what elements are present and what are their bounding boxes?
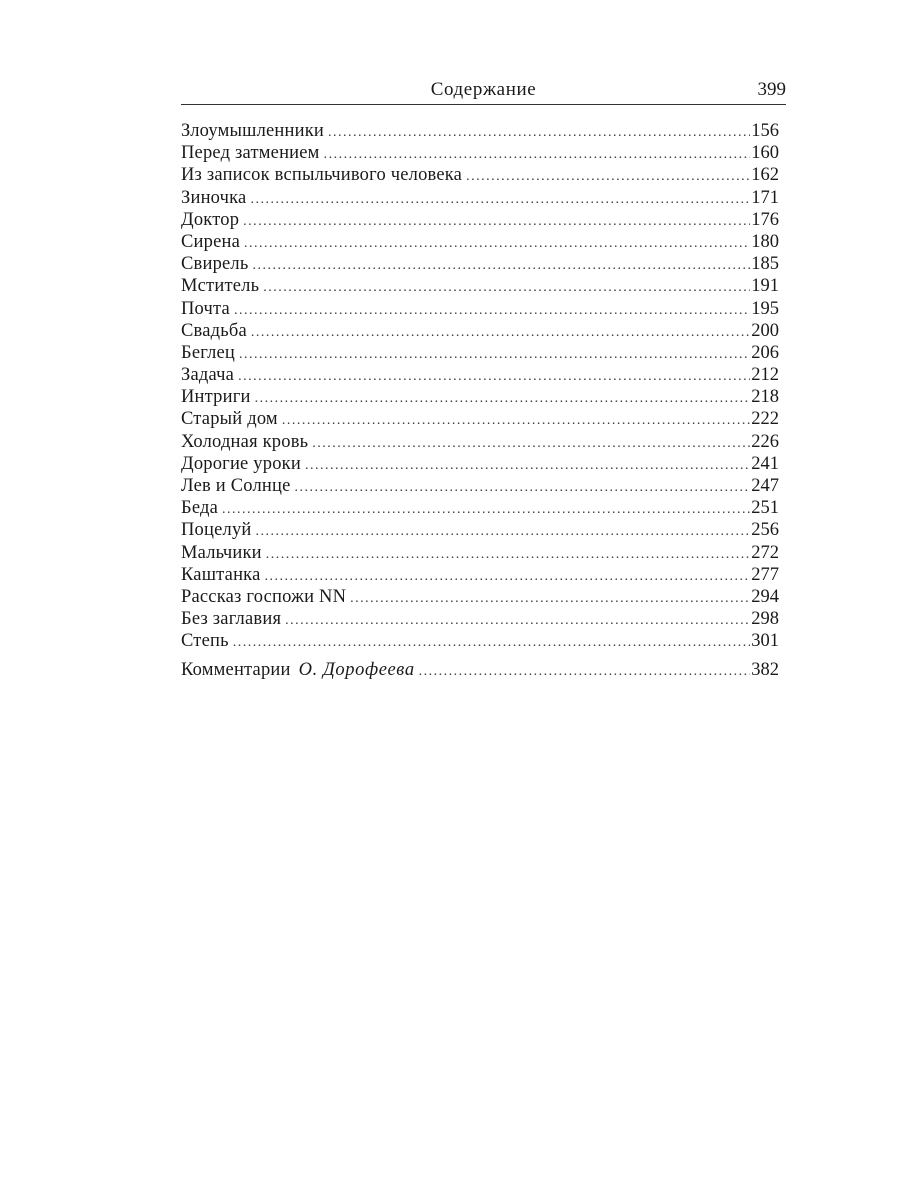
toc-entry-page: 180 [751, 231, 779, 252]
toc-entry-title: Дорогие уроки [181, 453, 301, 474]
dot-leader [234, 300, 750, 322]
toc-entry-title: Степь [181, 631, 229, 652]
toc-entry [181, 275, 779, 297]
toc-entry-page: 156 [751, 121, 779, 141]
dot-leader [328, 122, 750, 144]
toc-entry [181, 253, 779, 275]
toc-entry-page: 272 [751, 542, 779, 563]
toc-entry-page: 218 [751, 387, 779, 408]
dot-leader [255, 388, 751, 410]
dot-leader [312, 433, 750, 455]
toc-entry-page: 206 [751, 342, 779, 363]
dot-leader [251, 322, 750, 344]
dot-leader [243, 211, 750, 233]
toc-entry-title: Беда [181, 498, 219, 519]
toc-entry [181, 320, 779, 342]
toc-entry [181, 231, 779, 253]
dot-leader [263, 277, 750, 299]
toc-entry [181, 386, 779, 408]
dot-leader [350, 588, 750, 610]
dot-leader [239, 344, 750, 366]
dot-leader [253, 255, 751, 277]
toc-entry-page: 301 [751, 631, 779, 652]
toc-entry [181, 475, 779, 497]
toc-entry-title: Каштанка [181, 564, 261, 585]
toc-entry [181, 542, 779, 564]
toc-entry-title: Старый дом [181, 409, 278, 430]
toc-entry [181, 342, 779, 364]
toc-entry [181, 298, 779, 320]
toc-entry-page: 185 [751, 254, 779, 275]
toc-entry-page: 256 [751, 520, 779, 541]
toc-entry-page: 247 [751, 476, 779, 496]
dot-leader [282, 410, 750, 432]
dot-leader [285, 610, 750, 632]
toc-entry-page: 241 [751, 453, 779, 474]
toc-entry [181, 120, 779, 142]
dot-leader [244, 233, 750, 255]
toc-entry-title: Почта [181, 298, 230, 319]
toc-entry-title: Из записок вспыльчивого человека [181, 165, 463, 186]
dot-leader [250, 189, 750, 211]
toc-entry-title: Доктор [181, 209, 240, 230]
toc-entry-title: Лев и Солнце [181, 476, 291, 496]
toc-entry [181, 453, 779, 475]
dot-leader [265, 566, 751, 588]
toc-entry [181, 164, 779, 186]
toc-entry [181, 209, 779, 231]
toc-entry-title: Сирена [181, 231, 241, 252]
toc-entry [181, 431, 779, 453]
toc-entry-title: Поцелуй [181, 520, 252, 541]
toc-entry-page: 226 [751, 431, 779, 452]
toc-entry-title: Злоумышленники [181, 121, 325, 141]
toc-entry-page: 277 [751, 564, 779, 585]
dot-leader [256, 521, 751, 543]
toc-entry-title [181, 659, 415, 681]
toc-entry [181, 586, 779, 608]
comments-author: О. Дорофеева [298, 659, 415, 680]
toc-entry-page: 160 [751, 143, 779, 164]
dot-leader [419, 661, 751, 683]
toc-entry [181, 564, 779, 586]
toc-entry-page: 200 [751, 320, 779, 341]
toc-entry [181, 364, 779, 386]
dot-leader [324, 144, 751, 166]
toc-entry-title: Мальчики [181, 542, 262, 563]
dot-leader [466, 166, 750, 188]
dot-leader [266, 544, 750, 566]
toc-entry-page: 212 [751, 365, 779, 386]
toc-entry-title: Холодная кровь [181, 431, 309, 452]
toc-entry-title: Свадьба [181, 320, 247, 341]
dot-leader [295, 477, 751, 499]
toc-entry-page: 298 [751, 609, 779, 630]
comments-label: Комментарии [181, 659, 291, 680]
toc-entry-page: 294 [751, 586, 779, 607]
toc-entry [181, 408, 779, 430]
dot-leader [233, 632, 751, 654]
toc-entry-title: Перед затмением [181, 143, 320, 164]
table-of-contents [181, 120, 779, 681]
toc-entry-title: Зиночка [181, 187, 247, 208]
toc-entry-title: Интриги [181, 387, 251, 408]
toc-entry-page: 382 [751, 659, 779, 680]
toc-entry [181, 519, 779, 541]
page-number: 399 [757, 79, 786, 100]
toc-entry-page: 222 [751, 409, 779, 430]
toc-entry [181, 142, 779, 164]
toc-entry [181, 187, 779, 209]
toc-entry-title: Без заглавия [181, 609, 282, 630]
toc-entry-page: 162 [751, 165, 779, 186]
toc-entry-page: 171 [751, 187, 779, 208]
dot-leader [305, 455, 750, 477]
toc-entry-title: Мститель [181, 276, 260, 297]
dot-leader [238, 366, 750, 388]
toc-entry [181, 608, 779, 630]
toc-entry-page: 251 [751, 498, 779, 519]
dot-leader [222, 499, 750, 521]
toc-entry-title: Свирель [181, 254, 249, 275]
toc-entry-title: Беглец [181, 342, 236, 363]
toc-entry [181, 630, 779, 652]
toc-entry-title: Задача [181, 365, 235, 386]
toc-entry-page: 195 [751, 298, 779, 319]
section-title: Содержание [430, 79, 537, 100]
toc-entry [181, 497, 779, 519]
running-head [181, 76, 786, 105]
toc-entry-page: 176 [751, 209, 779, 230]
toc-entry-page: 191 [751, 276, 779, 297]
toc-entry-title: Рассказ госпожи NN [181, 586, 347, 607]
toc-entry-comments [181, 659, 779, 681]
